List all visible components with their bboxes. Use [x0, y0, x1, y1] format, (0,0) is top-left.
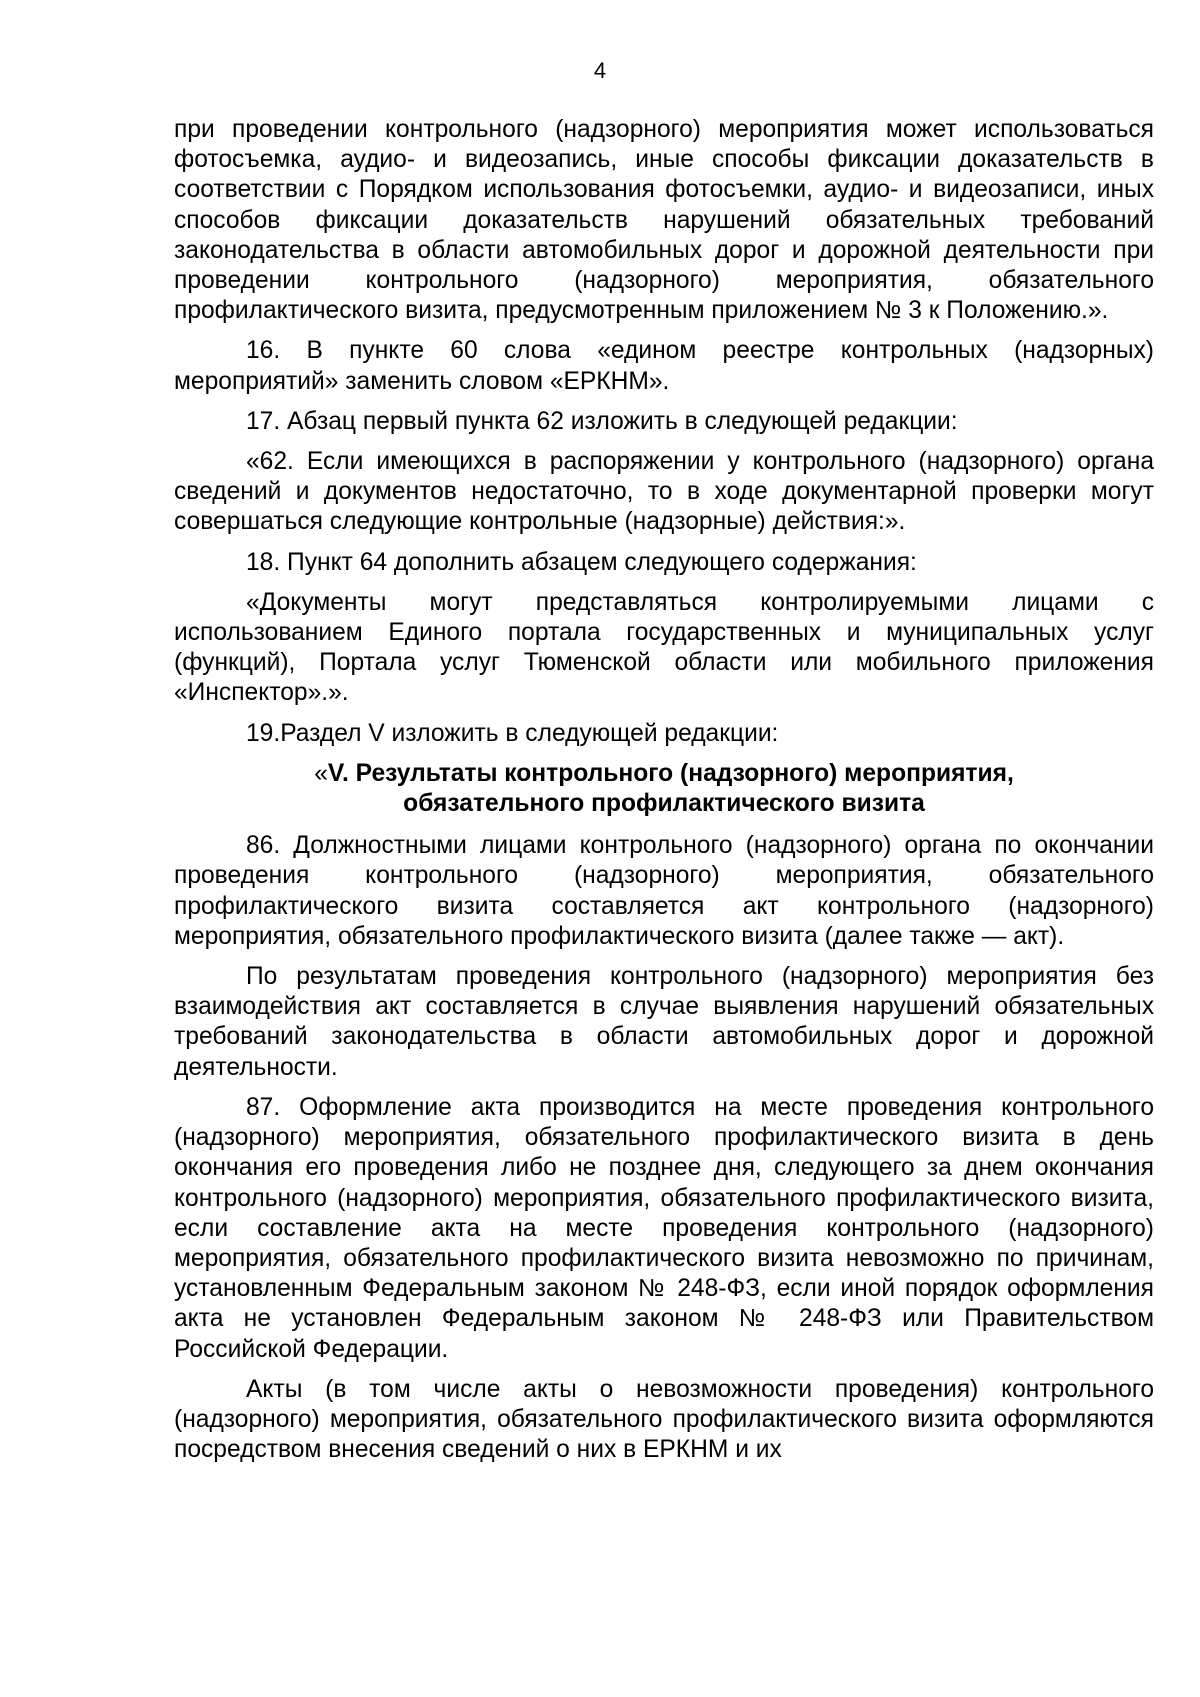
paragraph-87: 87. Оформление акта производится на месте проведения контрольного (надзорного) мероприятия, обязательного профилактического визита в день окончания его проведения либо не позднее дня, следующего за днем окончания контрольного (надзорного) мероприятия, обязательного профилактического визита, если составление акта на месте проведения контрольного (надзорного) мероприятия, обязательного профилактического визита невозможно по причинам, установленным Федеральным законом № 248-ФЗ, если иной порядок оформления акта не установлен Федеральным законом № 248-ФЗ или Правительством Российской Федерации. — [174, 1093, 1154, 1363]
section-heading-line-2: обязательного профилактического визита — [403, 790, 925, 818]
paragraph-item-18: 18. Пункт 64 дополнить абзацем следующего содержания: — [246, 548, 917, 576]
section-heading-quote: « — [314, 759, 328, 787]
section-heading — [174, 759, 1154, 819]
paragraph-87-acts: Акты (в том числе акты о невозможности проведения) контрольного (надзорного) мероприятия, обязательного профилактического визита оформляются посредством внесения сведений о них в ЕРКНМ и их — [174, 1375, 1154, 1464]
paragraph-86: 86. Должностными лицами контрольного (надзорного) органа по окончании проведения контрольного (надзорного) мероприятия, обязательного профилактического визита составляется акт контрольного (надзорного) мероприятия, обязательного профилактического визита (далее также — акт). — [174, 832, 1154, 950]
paragraph-item-19: 19.Раздел V изложить в следующей редакции: — [246, 719, 779, 747]
document-body — [174, 115, 1154, 1475]
paragraph-continuation: при проведении контрольного (надзорного) мероприятия может использоваться фотосъемка, аудио- и видеозапись, иные способы фиксации доказательств в соответствии с Порядком использования фотосъемки, аудио- и видеозаписи, иных способов фиксации доказательств нарушений обязательных требований законодательства в области автомобильных дорог и дорожной деятельности при проведении контрольного (надзорного) мероприятия, обязательного профилактического визита, предусмотренным приложением № 3 к Положению.». — [174, 116, 1154, 325]
section-heading-line-1: V. Результаты контрольного (надзорного) мероприятия, — [327, 759, 1014, 787]
paragraph-quote-62: «62. Если имеющихся в распоряжении у контрольного (надзорного) органа сведений и документов недостаточно, то в ходе документарной проверки могут совершаться следующие контрольные (надзорные) действия:». — [174, 448, 1154, 536]
paragraph-item-16: 16. В пункте 60 слова «едином реестре контрольных (надзорных) мероприятий» заменить словом «ЕРКНМ». — [174, 337, 1154, 395]
paragraph-item-17: 17. Абзац первый пункта 62 изложить в следующей редакции: — [246, 407, 958, 435]
paragraph-86-continued: По результатам проведения контрольного (надзорного) мероприятия без взаимодействия акт составляется в случае выявления нарушений обязательных требований законодательства в области автомобильных дорог и дорожной деятельности. — [174, 963, 1154, 1081]
paragraph-quote-documents: «Документы могут представляться контролируемыми лицами с использованием Единого портала государственных и муниципальных услуг (функций), Портала услуг Тюменской области или мобильного приложения «Инспектор».». — [174, 588, 1154, 707]
page-number: 4 — [593, 58, 607, 83]
